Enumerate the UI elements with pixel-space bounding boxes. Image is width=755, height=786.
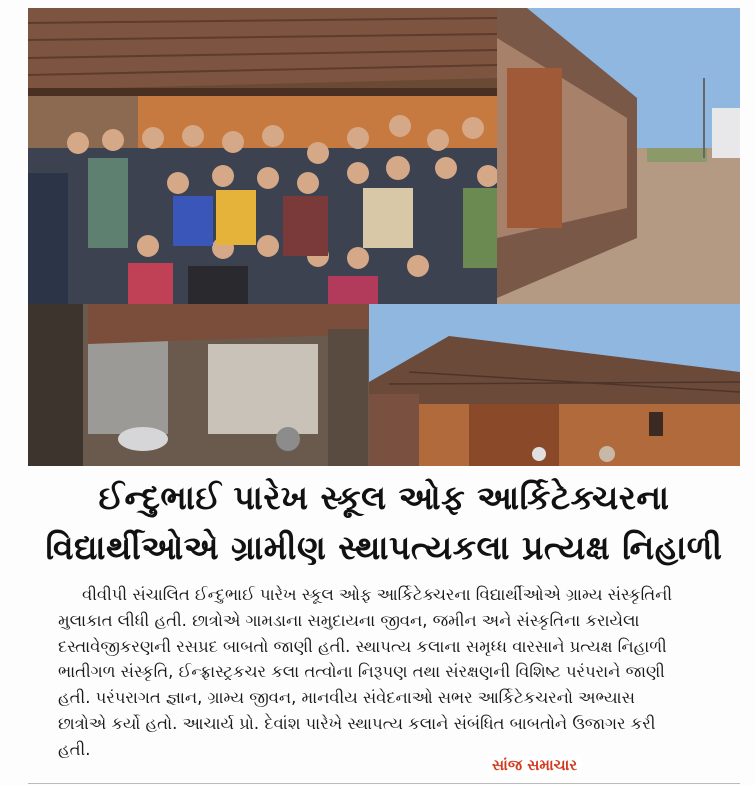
body-line: વીવીપી સંચાલિત ઈન્દુભાઈ પારેખ સ્કૂલ ઓફ આર્કિટેક્ચરના વિદ્યાર્થીઓએ ગ્રામ્ય સંસ્કૃતિની [82,585,673,604]
headline-line-2: વિદ્યાર્થીઓએ ગ્રામીણ સ્થાપત્યકલા પ્રત્યક્ષ નિહાળી [45,528,723,567]
village-lane-photo [497,8,740,304]
source-credit: સાંજ સમાચાર [488,756,581,774]
courtyard-photo [28,304,369,466]
body-line: મુલાકાત લીધી હતી. છાત્રોએ ગામડાના સમુદાયના જીવન, જમીન અને સંસ્કૃતિના કરાયેલા [58,610,640,630]
group-photo [28,8,497,304]
article-body [58,582,738,763]
headline-line-1: ઈન્દુભાઈ પારેખ સ્કૂલ ઓફ આર્કિટેક્ચરના [98,478,670,517]
body-line: હતી. [58,739,91,759]
body-line: હતી. પરંપરાગત જ્ઞાન, ગ્રામ્ય જીવન, માનવીય સંવેદનાઓ સભર આર્કિટેકચરનો અભ્યાસ [58,688,635,708]
bottom-rule [28,783,740,784]
body-line: છાત્રોએ કર્યો હતો. આચાર્ય પ્રો. દેવાંશ પારેખે સ્થાપત્ય કલાને સંબંધિત બાબતોને ઉજાગર કરી [58,713,656,733]
body-line: દસ્તાવેજીકરણની રસપ્રદ બાબતો જાણી હતી. સ્થાપત્ય કલાના સમૃધ્ધ વારસાને પ્રત્યક્ષ નિહાળી [58,636,667,656]
body-line: ભાતીગળ સંસ્કૃતિ, ઈન્ફ્રાસ્ટ્રકચર કલા તત્વોના નિરૂપણ તથા સંરક્ષણની વિશિષ્ટ પરંપરાને જાણી [58,662,665,682]
tiled-house-photo [369,304,740,466]
